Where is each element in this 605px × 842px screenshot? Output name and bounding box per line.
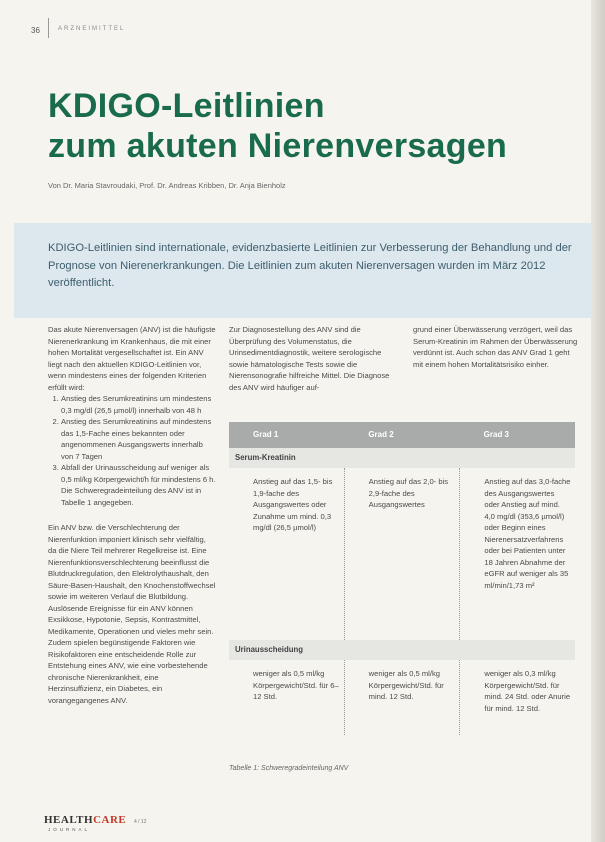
title-line-1: KDIGO-Leitlinien [48, 87, 325, 125]
table-caption: Tabelle 1: Schweregradeinteilung ANV [229, 765, 349, 772]
col1-paragraph-2: Ein ANV bzw. die Verschlechterung der Nierenfunktion imponiert klinisch sehr vielfältig, da die Niere Teil mehrerer Regelkreise ist. Eine Nierenfunktionsverschlechterung beeinflusst die Blutdruckregulation, den Elektrolythaushalt, den Säure-Basen-Haushalt, den Knochenstoffwechsel sowie im weiteren Verlauf die Blutbildung. Auslösende Ereignisse für ein ANV können Exsikkose, Hypotonie, Sepsis, Kontrastmittel, Medikamente, Operationen und vieles mehr sein. Zudem spielen begünstigende Faktoren wie Risikofaktoren eine entscheidende Rolle zur Entstehung eines ANV, wie eine vorbestehende chronische Nierenkrankheit, eine Herzinsuffizienz, ein Diabetes, ein vorangegangenes ANV. [48, 523, 216, 705]
lead-box [14, 223, 591, 318]
column-1 [48, 324, 216, 706]
table-cell: weniger als 0,3 ml/kg Körpergewicht/Std. für mind. 24 Std. oder Anurie für mind. 12 Std. [484, 669, 571, 713]
lead-text: KDIGO-Leitlinien sind internationale, evidenzbasierte Leitlinien zur Verbesserung der Behandlung und der Prognose von Nierenerkrankungen. Die Leitlinien zum akuten Nierenversagen wurden im März 2012 veröffentlicht. [48, 242, 572, 289]
section-label: ARZNEIMITTEL [58, 26, 126, 32]
table-cell: weniger als 0,5 ml/kg Körpergewicht/Std. für mind. 12 Std. [345, 660, 461, 735]
table-cell: Anstieg auf das 1,5- bis 1,9-fache des Ausgangswertes oder Zunahme um mind. 0,3 mg/dl (26,5 µmol/l) [229, 468, 345, 640]
table-header-cell: Grad 2 [368, 430, 394, 440]
scan-edge [591, 0, 605, 842]
table-row [229, 660, 575, 735]
byline: Von Dr. Maria Stavroudaki, Prof. Dr. Andreas Kribben, Dr. Anja Bienholz [48, 181, 286, 190]
table-header-cell: Grad 3 [483, 430, 509, 440]
article-title [48, 86, 507, 166]
column-2 [229, 324, 401, 393]
page-number: 36 [31, 26, 40, 35]
col3-text: grund einer Überwässerung verzögert, weil das Serum-Kreatinin im Rahmen der Überwässerung verdünnt ist. Auch schon das ANV Grad 1 geht mit einem hohen Mortalitätsrisiko einher. [413, 325, 578, 369]
criteria-list [48, 393, 216, 508]
criteria-item: 3. Abfall der Urinausscheidung auf weniger als 0,5 ml/kg Körpergewicht/h für mindestens 6 h. Die Schweregradeinteilung des ANV ist in Tabelle 1 angegeben. [61, 462, 216, 508]
table-cell: Anstieg auf das 3,0-fache des Ausgangswertes oder Anstieg auf mind. 4,0 mg/dl (353,6 µmol/l) oder Beginn eines Nierenersatzverfahrens oder bei Patienten unter 18 Jahren Abnahme der eGFR auf weniger als 35 ml/min/1,73 m² [484, 477, 571, 590]
col2-text: Zur Diagnosestellung des ANV sind die Überprüfung des Volumenstatus, die Urinsedimentdiagnostik, weitere serologische sowie hämatologische Tests sowie die Nierensonografie hilfreiche Mittel. Die Diagnose des ANV wird häufiger auf- [229, 325, 390, 392]
table-cell: weniger als 0,5 ml/kg Körpergewicht/Std. für 6–12 Std. [229, 660, 345, 735]
criteria-item: 2. Anstieg des Serumkreatinins auf mindestens das 1,5-Fache eines bekannten oder angenommenen Ausgangswerts innerhalb von 7 Tagen [61, 416, 216, 462]
table-row [229, 468, 575, 640]
table-header-row [229, 422, 575, 448]
criteria-item: 1. Anstieg des Serumkreatinins um mindestens 0,3 mg/dl (26,5 µmol/l) innerhalb von 48 h [61, 393, 216, 416]
page-number-divider [48, 18, 49, 38]
logo-subtitle: JOURNAL [48, 827, 91, 832]
table-band-serum-creatinine: Serum-Kreatinin [229, 448, 575, 468]
column-3 [413, 324, 578, 370]
table-band-urine-output: Urinausscheidung [229, 640, 575, 660]
journal-logo [44, 814, 126, 826]
issue-number: 4 / 12 [134, 819, 147, 825]
title-line-2: zum akuten Nierenversagen [48, 127, 508, 165]
logo-part-care: CARE [93, 814, 127, 826]
severity-table [229, 422, 575, 735]
logo-part-health: HEALTH [44, 814, 94, 826]
table-header-cell: Grad 1 [253, 430, 279, 440]
table-cell: Anstieg auf das 2,0- bis 2,9-fache des Ausgangswertes [345, 468, 461, 640]
col1-intro: Das akute Nierenversagen (ANV) ist die häufigste Nierenerkrankung im Krankenhaus, die mit einer hohen Mortalität vergesellschaftet ist. Ein ANV liegt nach den aktuellen KDIGO-Leitlinien vor, wenn mindestens eines der folgenden Kriterien erfüllt wird: [48, 325, 216, 392]
